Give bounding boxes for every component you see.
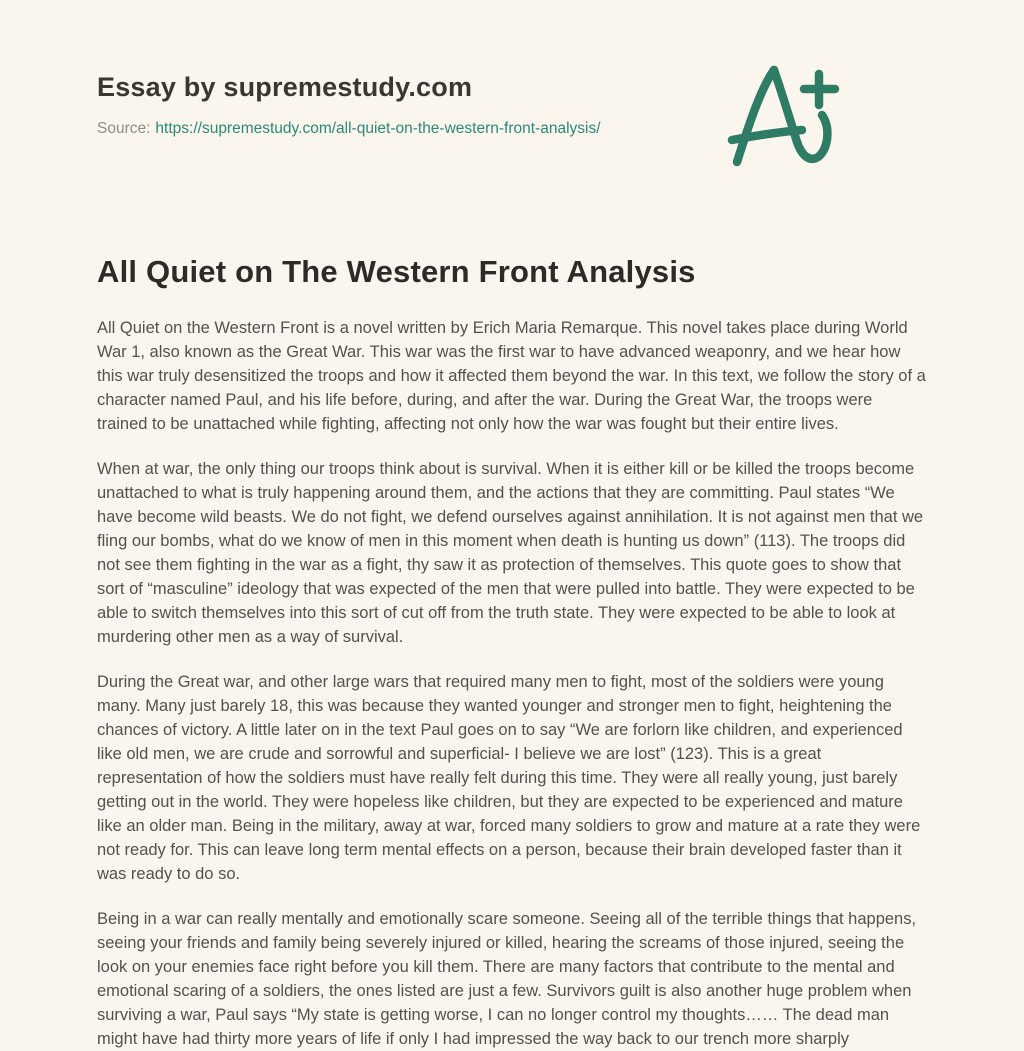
- source-label: Source:: [97, 120, 151, 138]
- essay-title: All Quiet on The Western Front Analysis: [97, 253, 696, 289]
- page-header: [97, 0, 927, 139]
- essay-paragraph-4: Being in a war can really mentally and emotionally scare someone. Seeing all of the terrible things that happens, seeing your friends and family being severely injured or killed, hearing the screams of those injured, seeing the look on your enemies face right before you kill them. There are many factors that contribute to the mental and emotional scaring of a soldiers, the ones listed are just a few. Survivors guilt is also another huge problem when surviving a war, Paul says “My state is getting worse, I can no longer control my thoughts…… The dead man might have had thirty more years of life if only I had impressed the way back to our trench more sharply: [97, 909, 917, 1048]
- essay-paragraph-2: When at war, the only thing our troops think about is survival. When it is either kill or be killed the troops become unattached to what is truly happening around them, and the actions that they are committing. Paul states “We have become wild beasts. We do not fight, we defend ourselves against annihilation. It is not against men that we fling our bombs, what do we know of men in this moment when death is hunting us down” (113). The troops did not see them fighting in the war as a fight, thy saw it as protection of themselves. This quote goes to show that sort of “masculine” ideology that was expected of the men that were pulled into battle. They were expected to be able to switch themselves into this sort of cut off from the truth state. They were expected to be able to look at murdering other men as a way of survival.: [97, 459, 924, 646]
- site-heading: Essay by supremestudy.com: [97, 72, 473, 102]
- essay-paragraph-3: During the Great war, and other large wars that required many men to fight, most of the soldiers were young many. Many just barely 18, this was because they wanted younger and stronger men to fight, heightening the chances of victory. A little later on in the text Paul goes on to say “We are forlorn like children, and experienced like old men, we are crude and sorrowful and superficial- I believe we are lost” (123). This is a great representation of how the soldiers must have really felt during this time. They were all really young, just barely getting out in the world. They were hopeless like children, but they are expected to be experienced and mature like an older man. Being in the military, away at war, forced many soldiers to grow and mature at a rate they were not ready for. This can leave long term mental effects on a person, because their brain developed faster than it was ready to do so.: [97, 672, 921, 883]
- essay-paragraph-1: All Quiet on the Western Front is a novel written by Erich Maria Remarque. This novel takes place during World War 1, also known as the Great War. This war was the first war to have advanced weaponry, and we hear how this war truly desensitized the troops and how it affected them beyond the war. In this text, we follow the story of a character named Paul, and his life before, during, and after the war. During the Great War, the troops were trained to be unattached while fighting, affecting not only how the war was fought but their entire lives.: [97, 318, 926, 433]
- source-link[interactable]: https://supremestudy.com/all-quiet-on-the-western-front-analysis/: [155, 120, 601, 138]
- essay-content: [97, 255, 927, 1051]
- a-plus-logo-icon: [723, 58, 843, 176]
